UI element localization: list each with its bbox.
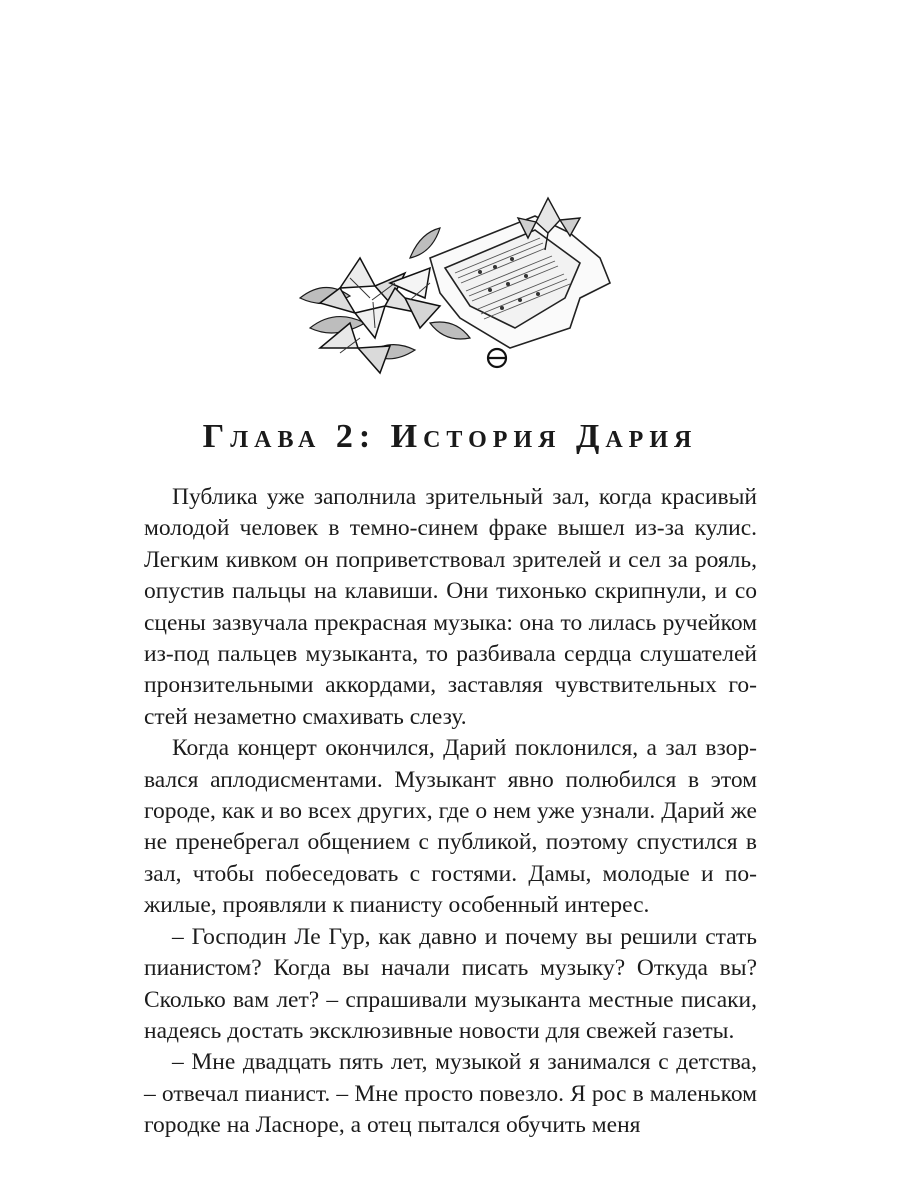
ornament-mark-icon: [488, 349, 506, 367]
paragraph: – Господин Ле Гур, как давно и почему вы решили стать пианистом? Когда вы начали писать музыку? Откуда вы? Сколько вам лет? – спрашивали музыканта местные писаки, надеясь достать эксклюзивные новости для свежей газеты.: [144, 923, 757, 1044]
lily-flowers-icon: [320, 258, 440, 373]
paragraph: – Мне двадцать пять лет, музыкой я занимался с детства, – отвечал пианист. – Мне просто повезло. Я рос в маленьком городке на Ласноре, а отец пытался обучить меня: [144, 1049, 757, 1139]
chapter-title: Глава 2: История Дария: [202, 418, 698, 455]
paragraph: Когда концерт окончился, Дарий поклонился, а зал взорвался аплодисментами. Музыкант явно полюбился в этом городе, как и во всех других, где о нем уже узнали. Дарий же не пренебрегал общением с публикой, поэтому спустился в зал, чтобы побеседовать с гостями. Дамы, молодые и пожилые, проявляли к пианисту особенный интерес.: [144, 735, 757, 919]
flowers-and-sheet-music-illustration: [280, 188, 630, 388]
chapter-body: [144, 482, 757, 1142]
paragraph: Публика уже заполнила зрительный зал, когда красивый молодой человек в темно-синем фраке вышел из-за кулис. Легким кивком он поприветствовал зрителей и сел за рояль, опустив пальцы на клавиши. Они тихонько скрипнули, и со сцены зазвучала прекрасная музыка: она то лилась ручейком из-под пальцев музыканта, то разбивала сердца слушателей пронзительными аккордами, заставляя чувствительных гостей незаметно смахивать слезу.: [144, 484, 757, 730]
